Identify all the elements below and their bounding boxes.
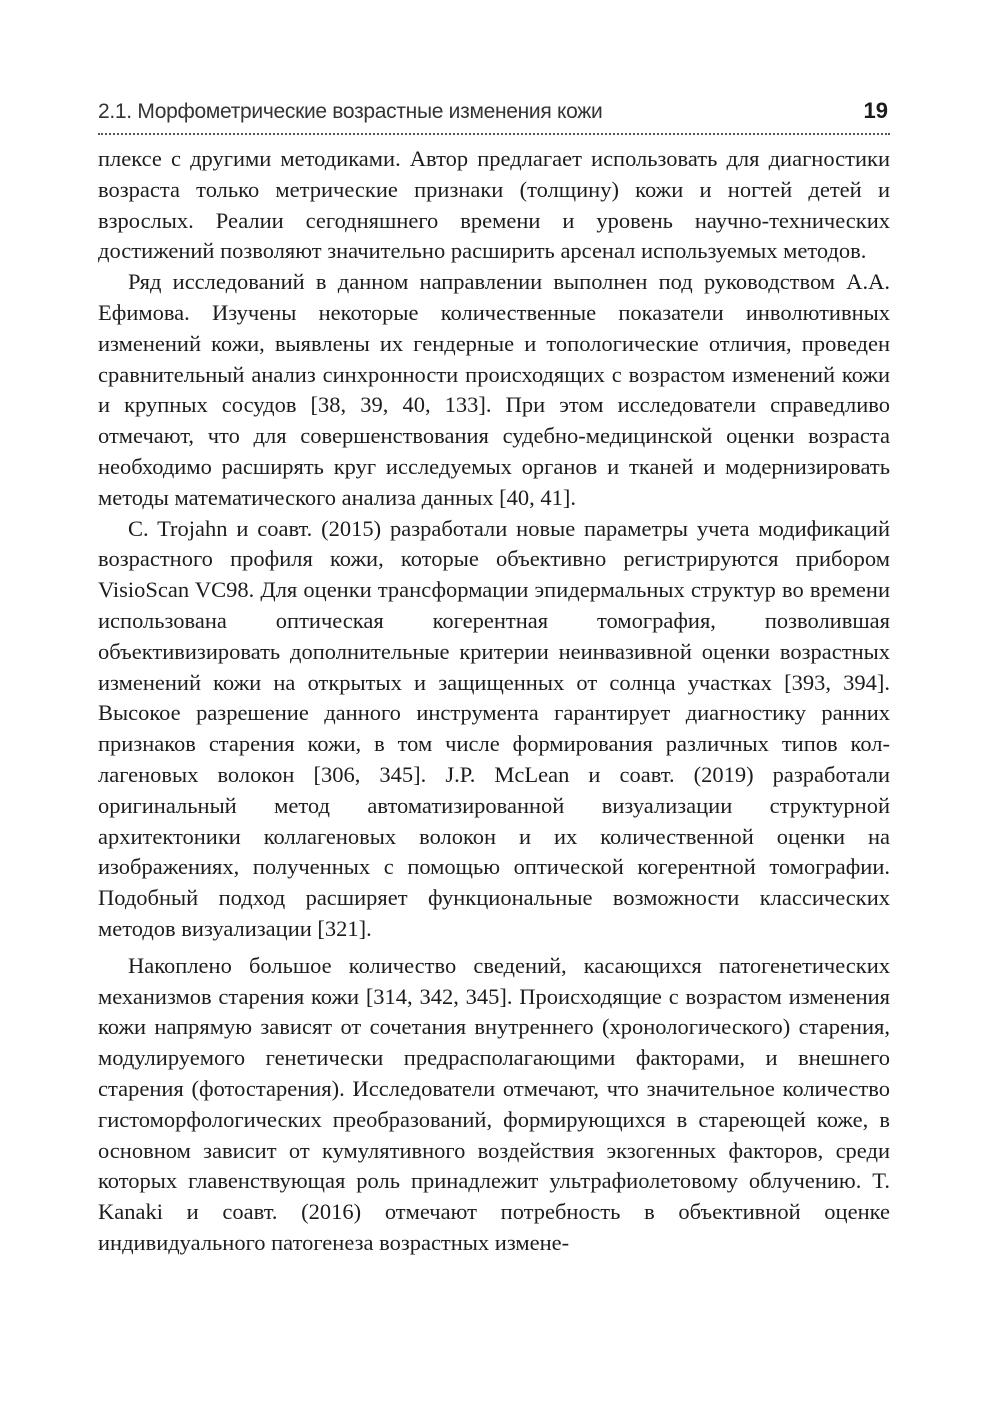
running-head [98,98,890,132]
section-title: 2.1. Морфометрические возрастные изменения кожи [98,100,603,123]
header-divider [98,133,890,135]
page-number: 19 [863,98,888,123]
paragraph-continuation: плексе с другими методиками. Автор предлагает использовать для диагностики возраста только метрические признаки (толщину) кожи и ногтей детей и взрослых. Реалии сегодняшнего времени и уровень научно-технических достижений позволяют значительно расширить арсенал используемых методов. [98,146,890,264]
body-text [98,144,890,1259]
paragraph-pathogenesis: Накоплено большое количество сведений, касающихся патогенетических механизмов старения кожи [314, 342, 345]. Происходящие с возрастом изменения кожи напрямую зависят от сочетания внутреннего (хронологического) старения, модулируемого генетически предрасполагающими факторами, и внешнего старения (фотостарения). Исследователи отмечают, что значительное количество гистоморфологических преобразований, формирующихся в стареющей коже, в основном зависит от кумулятивного воздействия экзогенных факторов, среди которых главенствующая роль принадлежит ультрафиолетовому облучению. T. Kanaki и соавт. (2016) отмечают потребность в объективной оценке индивидуального патогенеза возрастных измене- [98,952,890,1255]
paragraph-efimov-studies: Ряд исследований в данном направлении выполнен под руководством А.А. Ефимова. Изучены некоторые количественные показатели инволютивных изменений кожи, выявлены их гендерные и топологические отличия, проведен сравнительный анализ синхронности происходящих с возрастом изменений кожи и крупных сосудов [38, 39, 40, 133]. При этом исследователи справедливо отмечают, что для совершенствования судебно-медицинской оценки возраста необходимо расширять круг исследуемых органов и тканей и модернизировать методы математического анализа данных [40, 41]. [98,269,890,510]
paragraph-trojahn-oct: C. Trojahn и соавт. (2015) разработали новые параметры учета модификаций возрастного профиля кожи, которые объективно регистрируются прибором VisioScan VC98. Для оценки трансформации эпидермальных структур во времени использована оптическая когерентная томография, позволившая объективизировать дополнительные критерии неинвазивной оценки возрастных изменений кожи на открытых и защищенных от солнца участках [393, 394]. Высокое разрешение данного инструмента гарантирует диагностику ранних признаков старения кожи, в том числе формирования различных типов коллагеновых волокон [306, 345]. J.P. McLean и соавт. (2019) разработали оригинальный метод автоматизированной визуализации структурной архитектоники коллагеновых волокон и их количественной оценки на изображениях, полученных с помощью оптической когерентной томографии. Подобный подход расширяет функциональные возможности классических методов визуализации [321]. [98,515,890,941]
